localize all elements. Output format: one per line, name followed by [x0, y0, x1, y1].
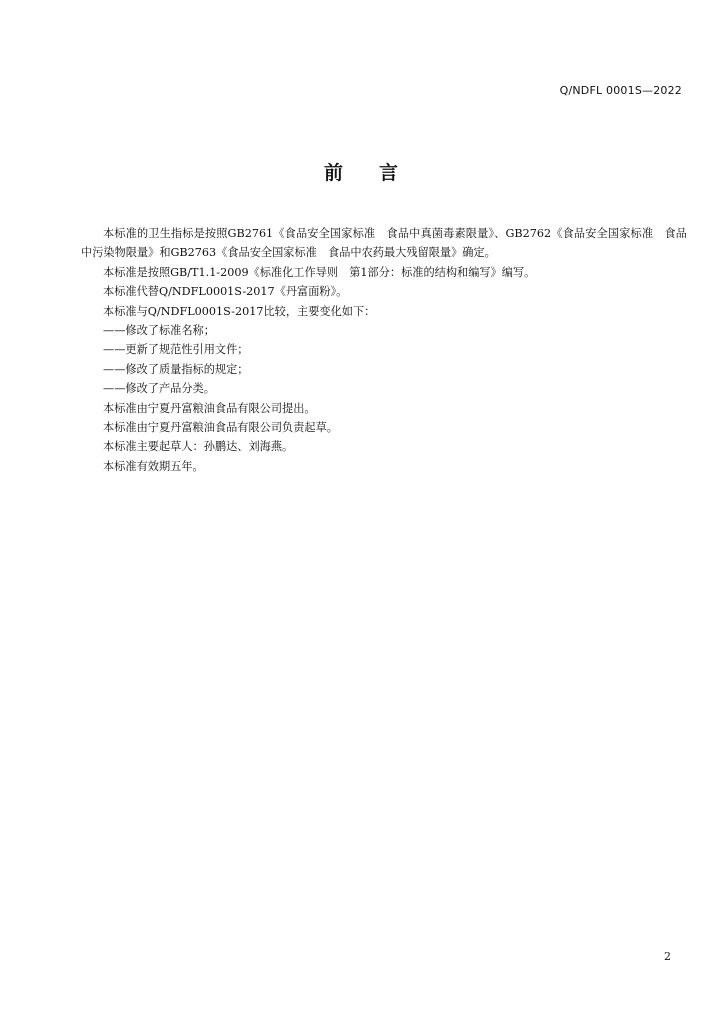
page-number: 2 — [664, 950, 671, 963]
change-item: ——修改了产品分类。 — [103, 382, 215, 396]
paragraph-drafted-by: 本标准由宁夏丹富粮油食品有限公司负责起草。 — [103, 421, 338, 435]
paragraph-drafting-basis: 本标准是按照GB/T1.1-2009《标准化工作导则 第1部分：标准的结构和编写》编写。 — [103, 265, 536, 279]
standard-code: Q/NDFL 0001S—2022 — [559, 84, 682, 97]
paragraph-validity: 本标准有效期五年。 — [103, 459, 204, 473]
paragraph-replaces: 本标准代替Q/NDFL0001S-2017《丹富面粉》。 — [103, 285, 348, 299]
paragraph-hygiene-indicators: 本标准的卫生指标是按照GB2761《食品安全国家标准 食品中真菌毒素限量》、GB2762《食品安全国家标准 食品中污染物限量》和GB2763《食品安全国家标准 食品中农药最大残留限量》确定。 — [81, 227, 687, 260]
change-item: ——修改了质量指标的规定； — [103, 362, 249, 376]
paragraph-changes-intro: 本标准与Q/NDFL0001S-2017比较，主要变化如下： — [103, 304, 376, 318]
change-item: ——更新了规范性引用文件； — [103, 343, 249, 357]
title-char-1: 前 — [323, 162, 345, 184]
paragraph-drafters: 本标准主要起草人：孙鹏达、刘海燕。 — [103, 440, 294, 454]
title-char-2: 言 — [379, 162, 401, 184]
foreword-body — [81, 224, 687, 476]
change-item: ——修改了标准名称； — [103, 324, 215, 338]
paragraph-proposed-by: 本标准由宁夏丹富粮油食品有限公司提出。 — [103, 401, 316, 415]
page-title — [0, 158, 724, 185]
